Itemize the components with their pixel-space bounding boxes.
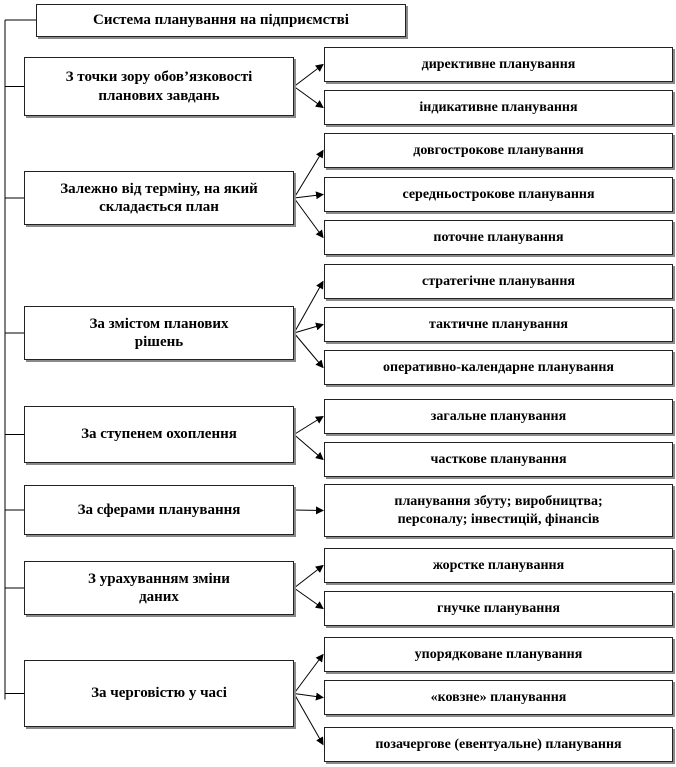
option-label (383, 359, 614, 376)
category-to-option-arrow (294, 588, 323, 609)
category-box (24, 306, 294, 360)
option-box (324, 591, 673, 626)
option-box (324, 133, 673, 168)
option-label (429, 316, 568, 333)
option-label (431, 408, 566, 425)
option-box (324, 220, 673, 255)
category-to-option-arrow (294, 566, 323, 589)
option-label-line: директивне планування (421, 56, 576, 72)
category-to-option-arrow (294, 198, 323, 238)
option-label-line: позачергове (евентуальне) планування (375, 736, 622, 752)
option-label-line: жорстке планування (432, 557, 565, 573)
category-label (81, 425, 237, 443)
option-box (324, 307, 673, 342)
option-label-line: часткове планування (430, 451, 567, 467)
category-box (24, 561, 294, 615)
option-box (324, 90, 673, 125)
category-label-line: складається план (99, 199, 219, 215)
option-label-line: оперативно-календарне планування (383, 359, 614, 375)
option-label-line: гнучке планування (436, 600, 560, 616)
category-to-option-arrow (294, 694, 323, 745)
category-box (24, 660, 294, 727)
option-label (433, 229, 563, 246)
category-box (24, 485, 294, 535)
option-label (415, 646, 583, 663)
option-label (402, 186, 594, 203)
category-to-option-arrow (294, 655, 323, 694)
category-box (24, 406, 294, 463)
category-label (91, 684, 227, 702)
option-label-line: планування збуту; виробництва; (394, 494, 603, 510)
option-box (324, 680, 673, 715)
option-label-line: середньострокове планування (402, 186, 595, 202)
category-label-line: рішень (134, 334, 184, 350)
option-label-line: упорядковане планування (414, 646, 583, 662)
option-box (324, 484, 673, 537)
option-label-line: тактичне планування (429, 316, 568, 332)
category-label-line: За ступенем охоплення (81, 426, 237, 443)
category-label (88, 570, 230, 607)
option-label-line: персоналу; інвестицій, фінансів (397, 511, 600, 527)
category-label-line: За змістом планових (89, 315, 229, 332)
category-label-line: За сферами планування (77, 501, 241, 518)
category-label-line: З точки зору обов’язковості (65, 69, 253, 86)
option-label (422, 273, 575, 290)
option-label (419, 99, 577, 116)
option-label-line: «ковзне» планування (430, 689, 567, 705)
option-label (433, 557, 564, 574)
category-to-option-arrow (294, 195, 323, 199)
option-label (431, 689, 567, 706)
category-to-option-arrow (294, 510, 323, 511)
category-label-line: планових завдань (98, 87, 220, 104)
option-box (324, 264, 673, 299)
category-label (90, 315, 229, 352)
option-label-line: індикативне планування (419, 99, 578, 115)
option-box (324, 727, 673, 762)
option-label-line: стратегічне планування (422, 273, 575, 289)
category-to-option-arrow (294, 435, 323, 460)
option-label (413, 142, 583, 159)
category-label-line: З урахуванням зміни (88, 570, 230, 587)
category-label (66, 68, 253, 105)
option-label-line: поточне планування (433, 229, 564, 245)
category-to-option-arrow (294, 151, 323, 199)
option-label (437, 600, 560, 617)
diagram-title: Система планування на підприємстві (36, 4, 406, 37)
category-label-line: За черговістю у часі (91, 685, 227, 702)
category-label (60, 180, 258, 217)
option-box (324, 637, 673, 672)
category-to-option-arrow (294, 694, 323, 698)
category-box (24, 171, 294, 225)
option-label-line: довгострокове планування (413, 142, 584, 158)
category-to-option-arrow (294, 87, 323, 108)
option-box (324, 47, 673, 82)
category-to-option-arrow (294, 417, 323, 435)
category-box (24, 57, 294, 116)
option-box (324, 399, 673, 434)
option-label (394, 493, 602, 527)
option-box (324, 350, 673, 385)
option-box (324, 548, 673, 583)
option-box (324, 177, 673, 212)
option-label-line: загальне планування (430, 408, 567, 424)
option-label (422, 56, 576, 73)
option-label (375, 736, 621, 753)
option-box (324, 442, 673, 477)
category-label-line: Залежно від терміну, на який (60, 180, 258, 197)
category-to-option-arrow (294, 333, 323, 368)
category-label-line: даних (139, 589, 179, 605)
category-to-option-arrow (294, 65, 323, 87)
category-label (78, 501, 241, 519)
option-label (430, 451, 566, 468)
